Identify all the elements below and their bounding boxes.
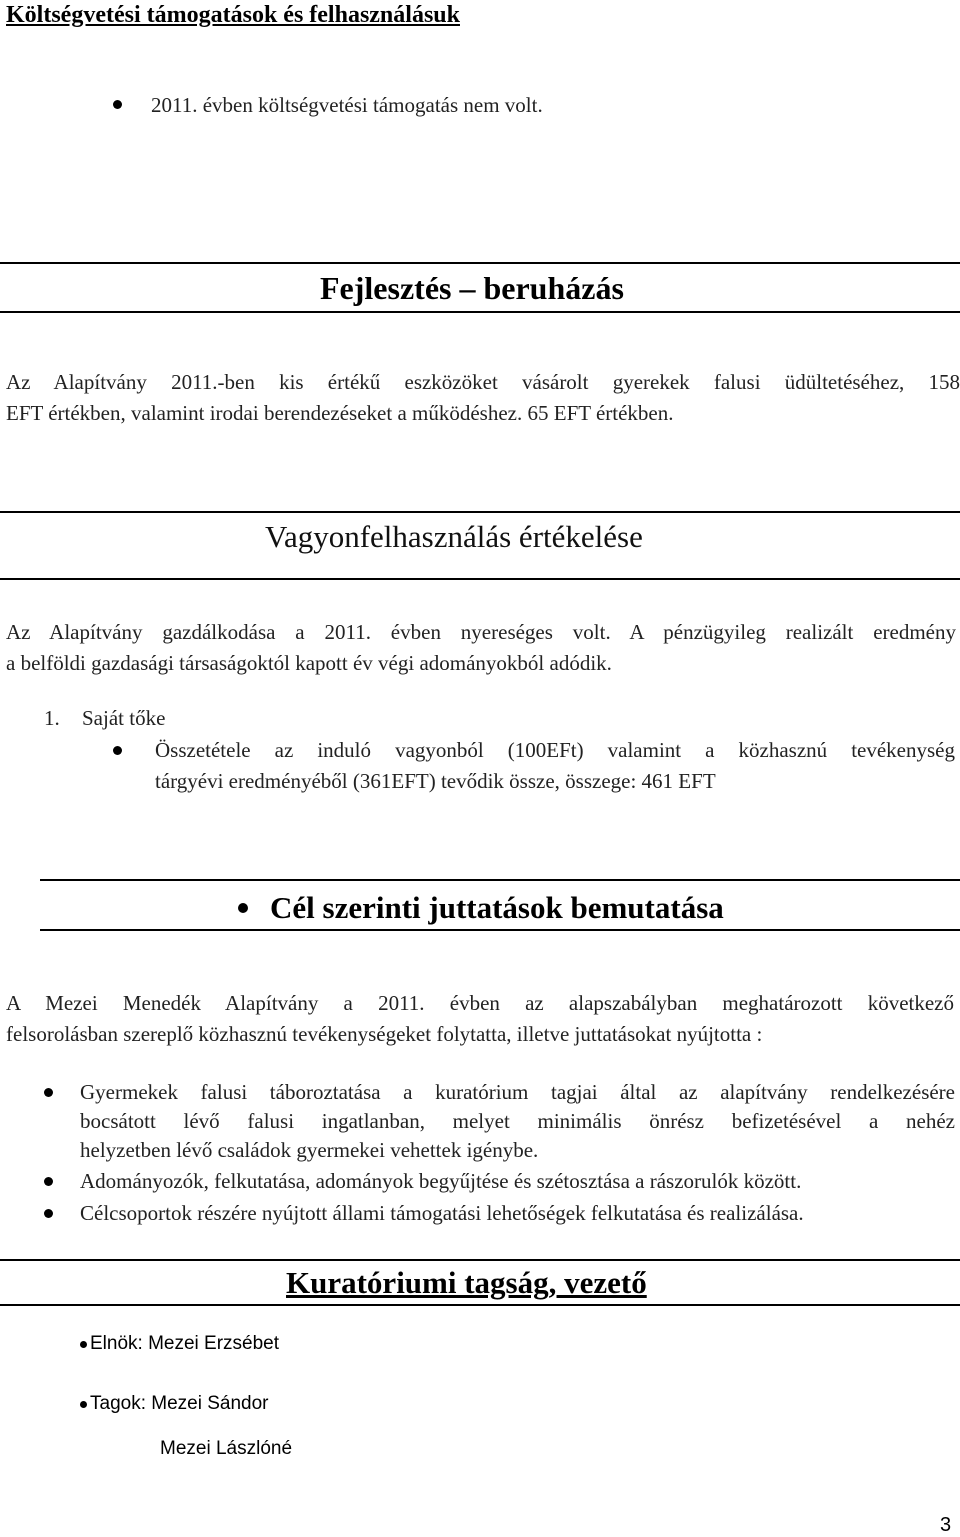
budget-item: 2011. évben költségvetési támogatás nem volt. [151, 93, 543, 117]
board-section-title: Kuratóriumi tagság, vezető [286, 1265, 647, 1300]
section-divider [0, 1304, 960, 1306]
board-members: Tagok: Mezei Sándor [90, 1393, 269, 1414]
board-chair: Elnök: Mezei Erzsébet [90, 1333, 280, 1354]
benefit-item-line: bocsátott lévő falusi ingatlanban, melyet minimális önrész befizetésével a nehéz [80, 1109, 955, 1133]
bullet-icon [80, 1401, 87, 1408]
asset-use-section-title: Vagyonfelhasználás értékelése [265, 519, 643, 554]
bullet-icon [44, 1177, 53, 1186]
bullet-icon [80, 1341, 87, 1348]
section-divider [0, 311, 960, 313]
benefits-intro-line: felsorolásban szereplő közhasznú tevékenységeket folytatta, illetve juttatásokat nyújtotta : [6, 1022, 763, 1046]
bullet-icon [238, 903, 248, 913]
bullet-icon [44, 1209, 53, 1218]
budget-section-title: Költségvetési támogatások és felhasználásuk [6, 2, 460, 28]
section-divider [0, 262, 960, 264]
bullet-icon [113, 100, 122, 109]
development-text-line: Az Alapítvány 2011.-ben kis értékű eszközöket vásárolt gyerekek falusi üdültetéséhez, 158 [6, 370, 960, 394]
development-text-line: EFT értékben, valamint irodai berendezéseket a működéshez. 65 EFT értékben. [6, 401, 674, 425]
equity-detail-line: Összetétele az induló vagyonból (100EFt) valamint a közhasznú tevékenység [155, 738, 955, 762]
section-divider [40, 879, 960, 881]
benefit-item-line: Adományozók, felkutatása, adományok begyűjtése és szétosztása a rászorulók között. [80, 1169, 802, 1193]
development-section-title: Fejlesztés – beruházás [320, 270, 624, 306]
benefits-section-title: Cél szerinti juttatások bemutatása [270, 890, 724, 925]
section-divider [0, 578, 960, 580]
section-divider [40, 929, 960, 931]
benefit-item-line: helyzetben lévő családok gyermekei vehettek igénybe. [80, 1138, 539, 1162]
list-number: 1. [44, 706, 60, 730]
benefit-item-line: Gyermekek falusi táboroztatása a kuratórium tagjai által az alapítvány rendelkezésére [80, 1080, 955, 1104]
equity-detail-line: tárgyévi eredményéből (361EFT) tevődik össze, összege: 461 EFT [155, 769, 716, 793]
board-member: Mezei Lászlóné [160, 1438, 293, 1459]
section-divider [0, 1259, 960, 1261]
benefit-item-line: Célcsoportok részére nyújtott állami támogatási lehetőségek felkutatása és realizálása. [80, 1201, 804, 1225]
page-number: 3 [940, 1514, 952, 1536]
bullet-icon [44, 1088, 53, 1097]
asset-use-text-line: a belföldi gazdasági társaságoktól kapott év végi adományokból adódik. [6, 651, 612, 675]
bullet-icon [113, 746, 122, 755]
section-divider [0, 511, 960, 513]
equity-item-title: Saját tőke [82, 706, 166, 730]
asset-use-text-line: Az Alapítvány gazdálkodása a 2011. évben nyereséges volt. A pénzügyileg realizált eredmény [6, 620, 956, 644]
benefits-intro-line: A Mezei Menedék Alapítvány a 2011. évben az alapszabályban meghatározott következő [6, 991, 954, 1015]
